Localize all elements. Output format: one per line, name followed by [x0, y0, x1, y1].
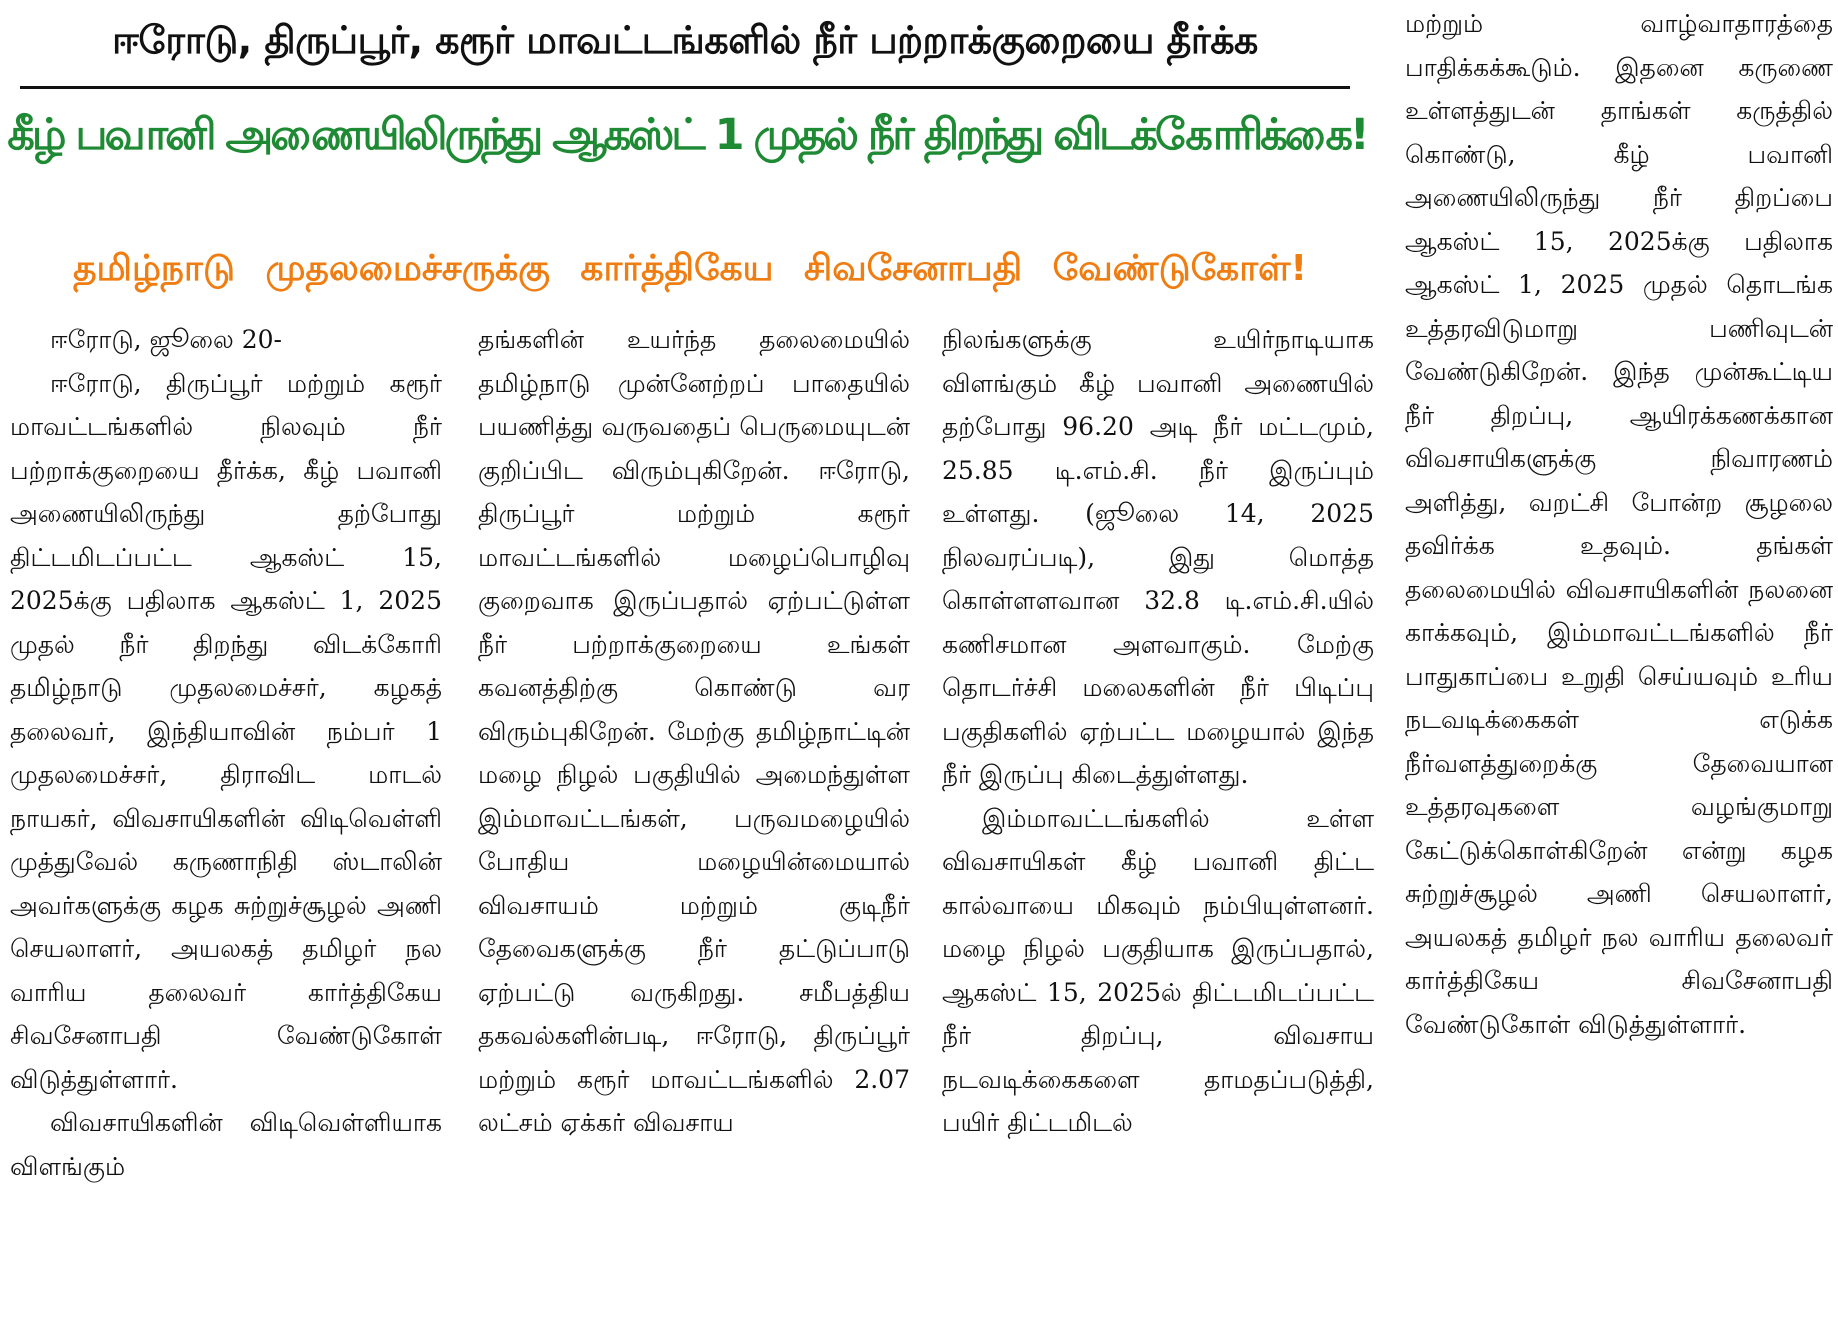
paragraph: தங்களின் உயர்ந்த தலைமையில் தமிழ்நாடு முன்னேற்றப் பாதையில் பயணித்து வருவதைப் பெருமையுடன் குறிப்பிட விரும்புகிறேன். ஈரோடு, திருப்பூர் மற்றும் கரூர் மாவட்டங்களில் மழைப்பொழிவு குறைவாக இருப்பதால் ஏற்பட்டுள்ள நீர் பற்றாக்குறையை உங்கள் கவனத்திற்கு கொண்டு வர விரும்புகிறேன். மேற்கு தமிழ்நாட்டின் மழை நிழல் பகுதியில் அமைந்துள்ள இம்மாவட்டங்கள், பருவமழையில் போதிய மழையின்மையால் விவசாயம் மற்றும் குடிநீர் தேவைகளுக்கு நீர் தட்டுப்பாடு ஏற்பட்டு வருகிறது. சமீபத்திய தகவல்களின்படி, ஈரோடு, திருப்பூர் மற்றும் கரூர் மாவட்டங்களில் 2.07 லட்சம் ஏக்கர் விவசாய	[478, 325, 910, 1137]
paragraph: மற்றும் வாழ்வாதாரத்தை பாதிக்கக்கூடும். இதனை கருணை உள்ளத்துடன் தாங்கள் கருத்தில் கொண்டு, கீழ் பவானி அணையிலிருந்து நீர் திறப்பை ஆகஸ்ட் 15, 2025க்கு பதிலாக ஆகஸ்ட் 1, 2025 முதல் தொடங்க உத்தரவிடுமாறு பணிவுடன் வேண்டுகிறேன். இந்த முன்கூட்டிய நீர் திறப்பு, ஆயிரக்கணக்கான விவசாயிகளுக்கு நிவாரணம் அளித்து, வறட்சி போன்ற சூழலை தவிர்க்க உதவும். தங்கள் தலைமையில் விவசாயிகளின் நலனை காக்கவும், இம்மாவட்டங்களில் நீர் பாதுகாப்பை உறுதி செய்யவும் உரிய நடவடிக்கைகள் எடுக்க நீர்வளத்துறைக்கு தேவையான உத்தரவுகளை வழங்குமாறு கேட்டுக்கொள்கிறேன் என்று கழக சுற்றுச்சூழல் அணி செயலாளர், அயலகத் தமிழர் நல வாரிய தலைவர் கார்த்திகேய சிவசேனாபதி வேண்டுகோள் விடுத்துள்ளார்.	[1405, 9, 1833, 1039]
article-column-1	[10, 318, 442, 1188]
paragraph: நிலங்களுக்கு உயிர்நாடியாக விளங்கும் கீழ் பவானி அணையில் தற்போது 96.20 அடி நீர் மட்டமும், 25.85 டி.எம்.சி. நீர் இருப்பும் உள்ளது. (ஜூலை 14, 2025 நிலவரப்படி), இது மொத்த கொள்ளளவான 32.8 டி.எம்.சி.யில் கணிசமான அளவாகும். மேற்கு தொடர்ச்சி மலைகளின் நீர் பிடிப்பு பகுதிகளில் ஏற்பட்ட மழையால் இந்த நீர் இருப்பு கிடைத்துள்ளது.	[942, 325, 1374, 789]
article-column-3	[942, 318, 1374, 1145]
article-column-4	[1405, 2, 1833, 1046]
sub-headline: தமிழ்நாடு முதலமைச்சருக்கு கார்த்திகேய சிவசேனாபதி வேண்டுகோள்!	[73, 248, 1307, 289]
article-column-2	[478, 318, 910, 1145]
paragraph: ஈரோடு, திருப்பூர் மற்றும் கரூர் மாவட்டங்களில் நிலவும் நீர் பற்றாக்குறையை தீர்க்க, கீழ் பவானி அணையிலிருந்து தற்போது திட்டமிடப்பட்ட ஆகஸ்ட் 15, 2025க்கு பதிலாக ஆகஸ்ட் 1, 2025 முதல் நீர் திறந்து விடக்கோரி தமிழ்நாடு முதலமைச்சர், கழகத் தலைவர், இந்தியாவின் நம்பர் 1 முதலமைச்சர், திராவிட மாடல் நாயகர், விவசாயிகளின் விடிவெள்ளி முத்துவேல் கருணாநிதி ஸ்டாலின் அவர்களுக்கு கழக சுற்றுச்சூழல் அணி செயலாளர், அயலகத் தமிழர் நல வாரிய தலைவர் கார்த்திகேய சிவசேனாபதி வேண்டுகோள் விடுத்துள்ளார்.	[10, 368, 442, 1094]
dateline: ஈரோடு, ஜூலை 20-	[50, 325, 282, 354]
paragraph: இம்மாவட்டங்களில் உள்ள விவசாயிகள் கீழ் பவானி திட்ட கால்வாயை மிகவும் நம்பியுள்ளனர். மழை நிழல் பகுதியாக இருப்பதால், ஆகஸ்ட் 15, 2025ல் திட்டமிடப்பட்ட நீர் திறப்பு, விவசாய நடவடிக்கைகளை தாமதப்படுத்தி, பயிர் திட்டமிடல்	[942, 803, 1374, 1137]
kicker-headline: ஈரோடு, திருப்பூர், கரூர் மாவட்டங்களில் நீர் பற்றாக்குறையை தீர்க்க	[112, 18, 1258, 62]
main-headline: கீழ் பவானி அணையிலிருந்து ஆகஸ்ட் 1 முதல் நீர் திறந்து விடக்கோரிக்கை!	[7, 110, 1367, 160]
kicker-underline	[20, 86, 1350, 89]
paragraph: விவசாயிகளின் விடிவெள்ளியாக விளங்கும்	[10, 1108, 442, 1181]
